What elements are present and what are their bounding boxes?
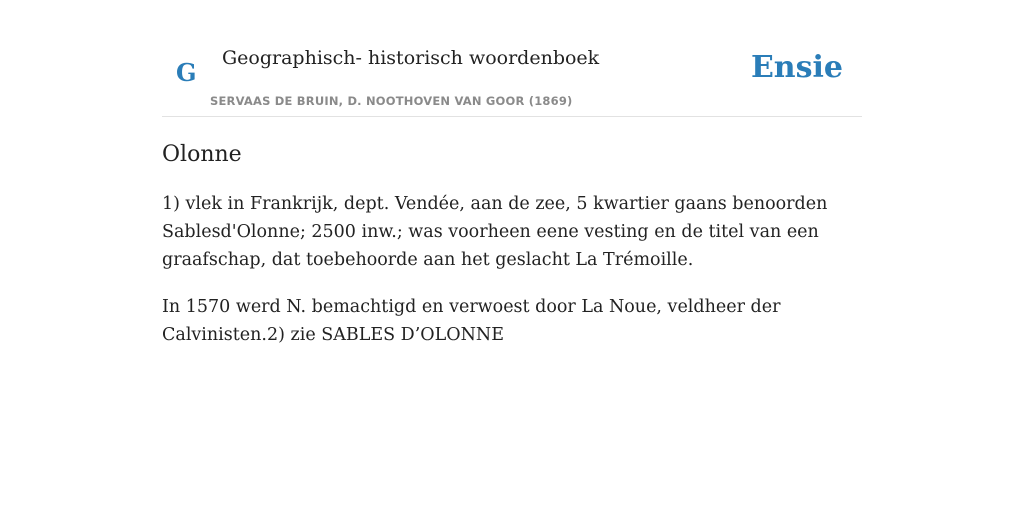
book-title-link[interactable]: Geographisch- historisch woordenboek: [222, 47, 600, 69]
entry-paragraph: 1) vlek in Frankrijk, dept. Vendée, aan de zee, 5 kwartier gaans benoorden Sablesd'Olonne; 2500 inw.; was voorheen eene vesting en de titel van een graafschap, dat toebehoorde aan het geslacht La Trémoille.: [162, 194, 828, 270]
entry-paragraph: In 1570 werd N. bemachtigd en verwoest door La Noue, veldheer der Calvinisten.2) zie SABLES D’OLONNE: [162, 297, 781, 345]
letter-badge[interactable]: G: [176, 58, 197, 87]
ensie-logo-link[interactable]: Ensie: [750, 50, 843, 85]
entry-content: [162, 140, 862, 368]
book-authors: SERVAAS DE BRUIN, D. NOOTHOVEN VAN GOOR (1869): [210, 94, 573, 108]
entry-title: Olonne: [162, 142, 242, 167]
site-header: [162, 0, 862, 117]
